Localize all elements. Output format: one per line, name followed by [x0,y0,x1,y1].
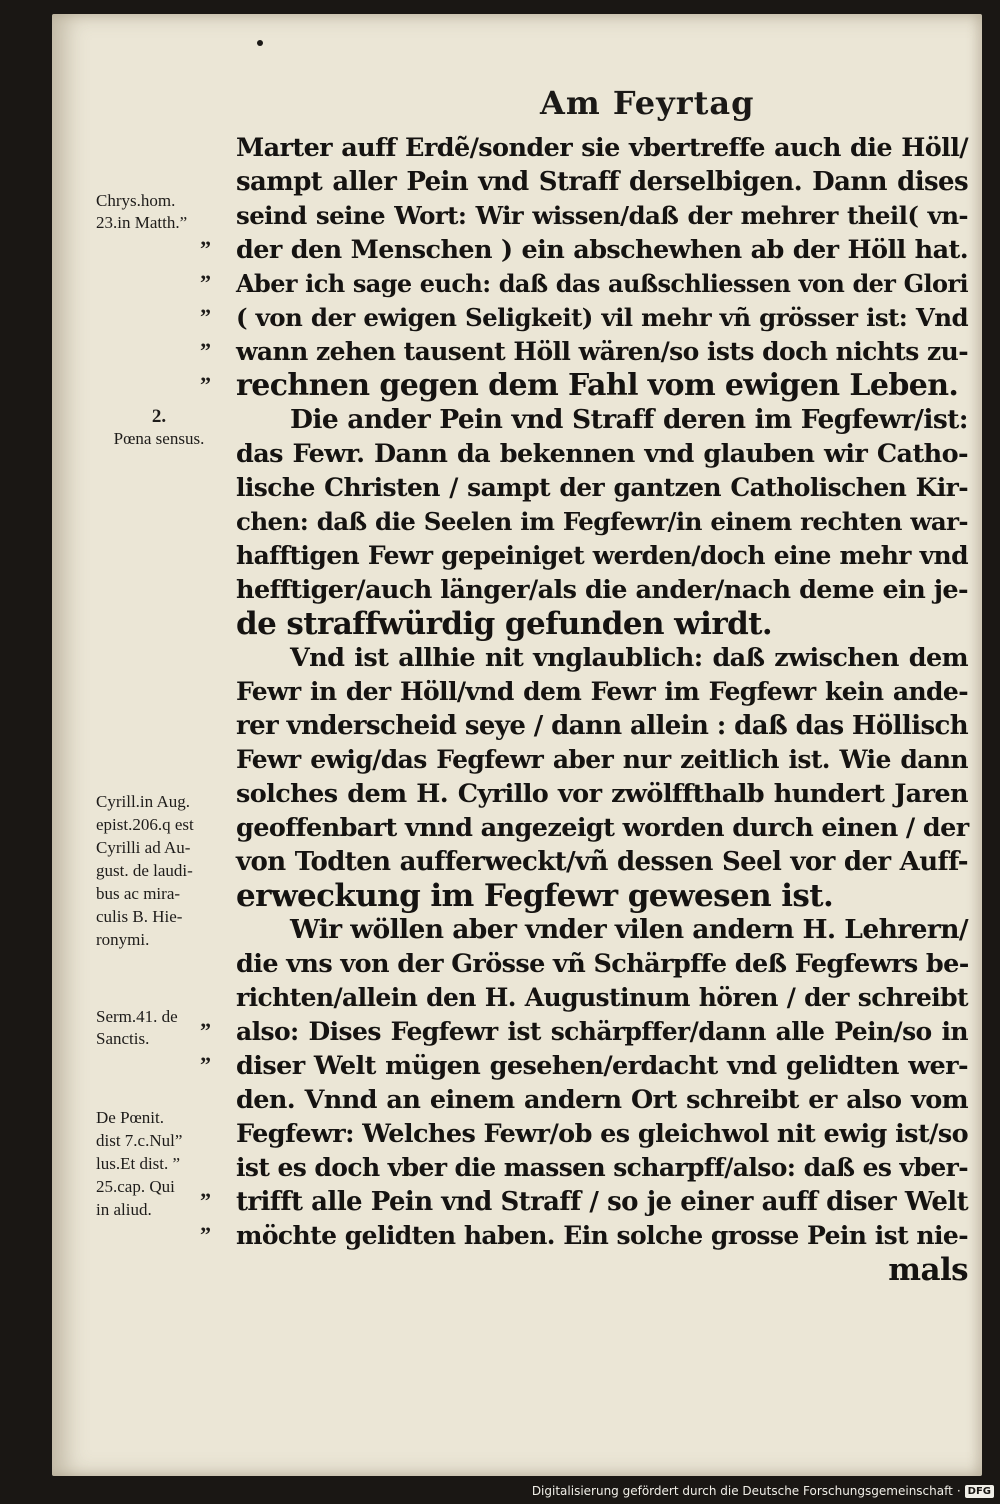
body-line: lische Christen / sampt der gantzen Catholischen Kir- [236,473,968,502]
body-line: erweckung im Fegfewr gewesen ist. [236,878,834,914]
body-line: das Fewr. Dann da bekennen vnd glauben wir Catho- [236,439,968,469]
body-line: chen: daß die Seelen im Fegfewr/in einem rechten war- [236,507,968,536]
catchword: mals [888,1252,968,1288]
body-line: de straffwürdig gefunden wirdt. [236,606,773,642]
body-line: rechnen gegen dem Fahl vom ewigen Leben. [236,368,959,403]
running-header: Am Feyrtag [540,84,755,122]
body-line: Aber ich sage euch: daß das außschliessen von der Glori [236,269,968,298]
body-line: Die ander Pein vnd Straff deren im Fegfewr/ist: [290,404,968,435]
quote-mark: ” [200,236,211,261]
body-line: Vnd ist allhie nit vnglaublich: daß zwischen dem [290,643,968,673]
quote-mark: ” [200,338,211,363]
body-line: hefftiger/auch länger/als die ander/nach deme ein je- [236,575,968,605]
margin-note: 2. Pœna sensus. [113,406,205,448]
body-line: geoffenbart vnnd angezeigt worden durch einen / der [236,813,969,843]
body-line: Fewr in der Höll/vnd dem Fewr im Fegfewr kein ande- [236,677,968,706]
body-line: der den Menschen ) ein abschewhen ab der Höll hat. [236,235,968,265]
body-line: möchte gelidten haben. Ein solche grosse Pein ist nie- [236,1221,968,1250]
credit-text: Digitalisierung gefördert durch die Deutsche Forschungsgemeinschaft [531,1484,953,1498]
body-line: sampt aller Pein vnd Straff derselbigen. Dann dises [236,167,968,197]
body-line: Fegfewr: Welches Fewr/ob es gleichwol nit ewig ist/so [236,1119,968,1149]
quote-mark: ” [200,372,211,397]
dfg-logo-icon: DFG [965,1485,994,1498]
body-line: Fewr ewig/das Fegfewr aber nur zeitlich ist. Wie dann [236,745,968,774]
quote-mark: ” [200,1188,211,1213]
quote-mark: ” [200,1222,211,1247]
body-line: rer vnderscheid seye / dann allein : daß das Höllisch [236,711,969,741]
ink-dot [257,40,263,46]
body-line: richten/allein den H. Augustinum hören / der schreibt [236,983,968,1012]
margin-note: Cyrill.in Aug. epist.206.q est Cyrilli ad Au- gust. de laudi- bus ac mira- culis B. Hie- ronymi. [96,792,194,949]
body-line: Marter auff Erdẽ/sonder sie vbertreffe auch die Höll/ [236,133,968,163]
body-line: wann zehen tausent Höll wären/so ists doch nichts zu- [236,337,968,366]
body-line: ( von der ewigen Seligkeit) vil mehr vñ grösser ist: Vnd [236,303,968,332]
body-line: Wir wöllen aber vnder vilen andern H. Lehrern/ [290,914,968,945]
body-line: also: Dises Fegfewr ist schärpffer/dann alle Pein/so in [236,1017,968,1046]
margin-note: De Pœnit. dist 7.c.Nul” lus.Et dist. ” 25.cap. Qui in aliud. [96,1108,183,1219]
body-line: ist es doch vber die massen scharpff/also: daß es vber- [236,1153,968,1182]
body-line: die vns von der Grösse vñ Schärpffe deß Fegfewrs be- [236,949,969,979]
quote-mark: ” [200,304,211,329]
body-line: diser Welt mügen gesehen/erdacht vnd gelidten wer- [236,1051,968,1081]
body-line: trifft alle Pein vnd Straff / so je einer auff diser Welt [236,1187,968,1217]
body-line: den. Vnnd an einem andern Ort schreibt er also vom [236,1085,968,1115]
quote-mark: ” [200,1052,211,1077]
body-line: hafftigen Fewr gepeiniget werden/doch eine mehr vnd [236,541,968,570]
body-line: von Todten aufferweckt/vñ dessen Seel vor der Auff- [236,847,968,877]
quote-mark: ” [200,270,211,295]
body-line: seind seine Wort: Wir wissen/daß der mehrer theil( vn- [236,201,968,230]
body-line: solches dem H. Cyrillo vor zwölffthalb hundert Jaren [236,779,968,809]
margin-note: Serm.41. de Sanctis. [96,1007,178,1048]
digitization-credit: Digitalisierung gefördert durch die Deutsche Forschungsgemeinschaft · DFG [532,1484,994,1498]
margin-note: Chrys.hom. 23.in Matth.” [96,191,188,232]
quote-mark: ” [200,1018,211,1043]
